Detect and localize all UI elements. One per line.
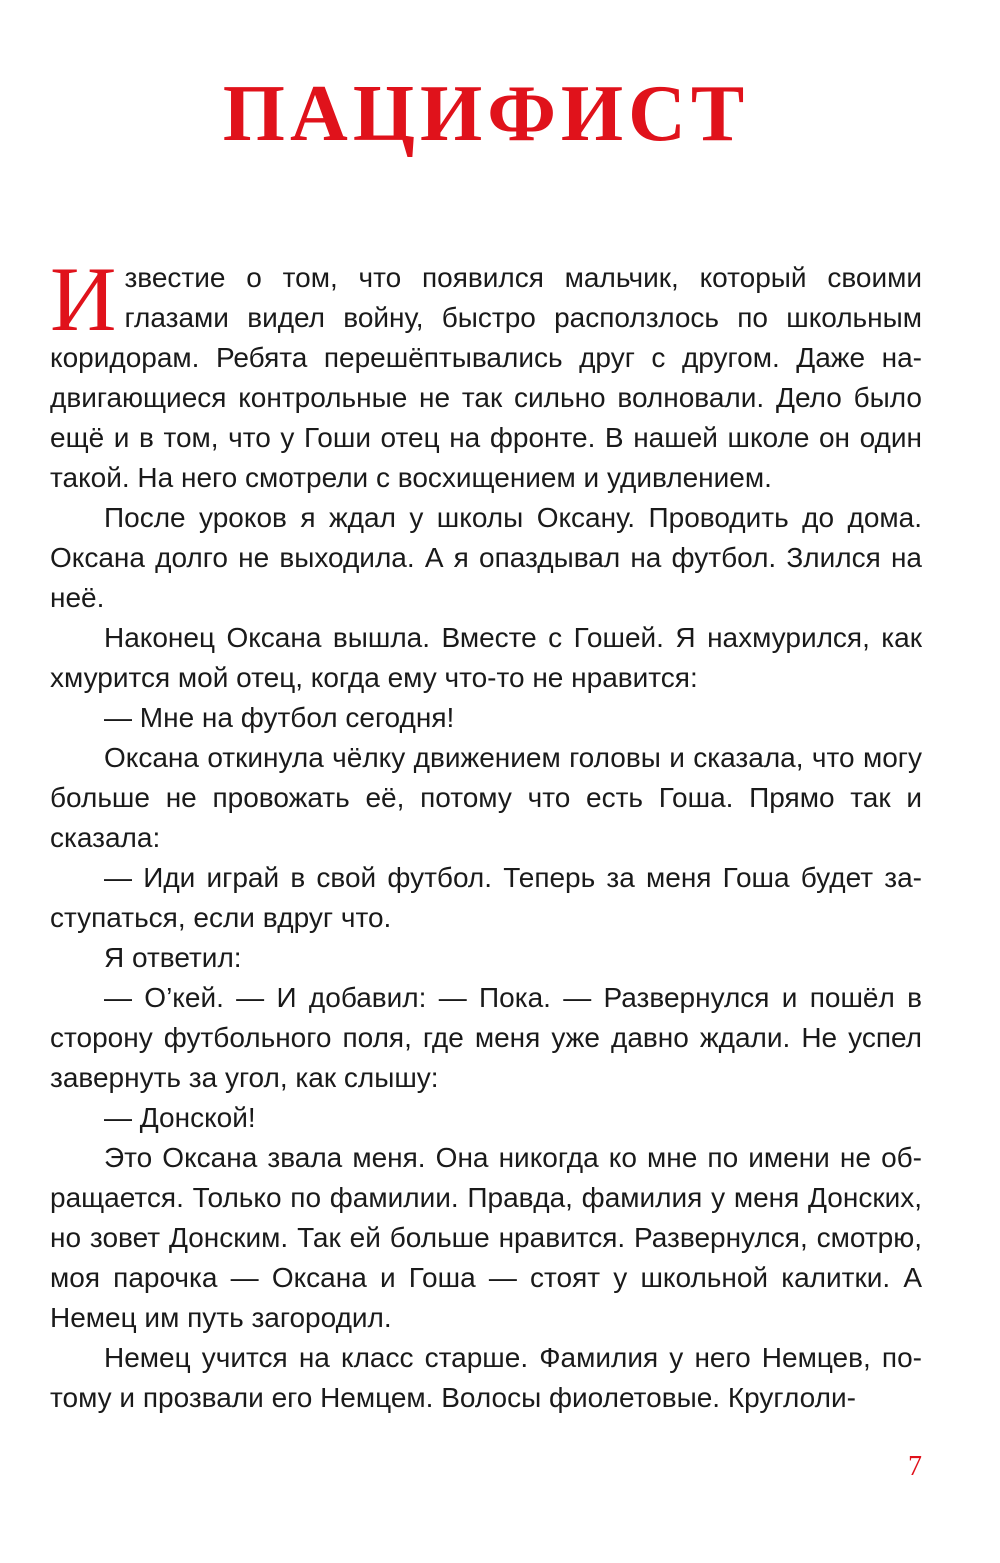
chapter-title: ПАЦИФИСТ	[222, 70, 750, 158]
paragraph-1-text: звестие о том, что появился мальчик, который своими глазами видел войну, быстро расползлось по школьным коридорам. Ребята перешёптывались друг с другом. Даже надвигающиеся контрольные не так сильно волновали. Дело было ещё и в том, что у Гоши отец на фронте. В нашей школе он один такой. На него смотрели с восхищением и удивлением.	[50, 262, 922, 493]
paragraph-6: — Иди играй в свой футбол. Теперь за меня Гоша будет заступаться, если вдруг что.	[50, 862, 922, 933]
paragraph-10: Это Оксана звала меня. Она никогда ко мне по имени не обращается. Только по фамилии. Правда, фамилия у меня Донских, но зовет Донским. Так ей больше нравится. Развернулся, смотрю, моя парочка — Оксана и Гоша — стоят у школьной калитки. А Немец им путь загородил.	[50, 1142, 922, 1333]
chapter-text	[50, 248, 922, 1418]
paragraph-2: После уроков я ждал у школы Оксану. Проводить до дома. Оксана долго не выходила. А я опаздывал на футбол. Злился на неё.	[50, 502, 922, 613]
page-number: 7	[908, 1451, 922, 1482]
paragraph-7: Я ответил:	[104, 942, 242, 973]
paragraph-1	[50, 248, 922, 498]
drop-cap: И	[50, 248, 117, 350]
paragraph-9: — Донской!	[104, 1102, 256, 1133]
paragraph-8: — О’кей. — И добавил: — Пока. — Развернулся и пошёл в сторону футбольного поля, где меня уже давно ждали. Не успел завернуть за угол, как слышу:	[50, 982, 922, 1093]
paragraph-11: Немец учится на класс старше. Фамилия у него Немцев, потому и прозвали его Немцем. Волосы фиолетовые. Круглоли-	[50, 1342, 922, 1413]
paragraph-5: Оксана откинула чёлку движением головы и сказала, что могу больше не провожать её, потому что есть Гоша. Прямо так и сказала:	[50, 742, 922, 853]
paragraph-3: Наконец Оксана вышла. Вместе с Гошей. Я нахмурился, как хмурится мой отец, когда ему что-то не нравится:	[50, 622, 922, 693]
paragraph-4: — Мне на футбол сегодня!	[104, 702, 455, 733]
